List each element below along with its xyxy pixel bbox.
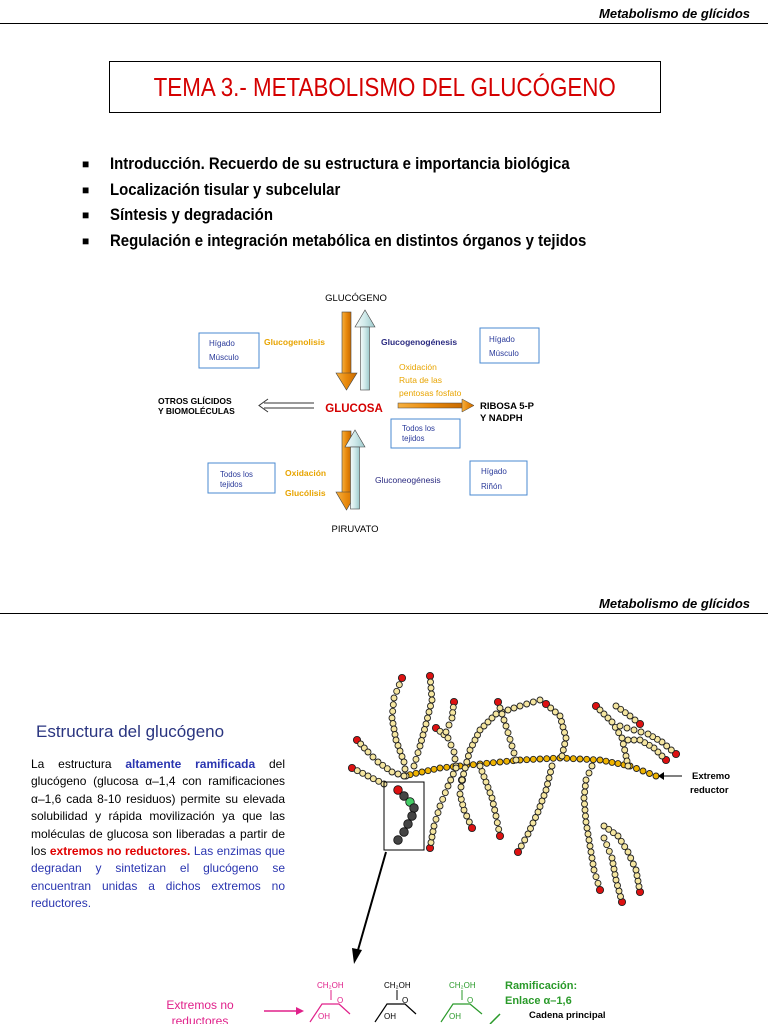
glucose-node (503, 723, 509, 729)
glucose-node (517, 703, 523, 709)
glucose-node (601, 835, 607, 841)
slide-title: TEMA 3.- METABOLISMO DEL GLUCÓGENO (153, 71, 617, 102)
glucose-node (631, 737, 637, 743)
label-glucosa: GLUCOSA (325, 403, 383, 415)
label-extremos-no-2: reductores (171, 1014, 229, 1024)
glucose-node (589, 763, 595, 769)
glucose-node (365, 749, 371, 755)
glucose-node (453, 765, 459, 771)
glucose-node (428, 679, 434, 685)
glucose-node (431, 823, 437, 829)
glucose-node (603, 758, 609, 764)
glucose-node (449, 715, 455, 721)
para-text: del glucógeno (glucosa α–1,4 con ramificaciones α–1,6 cada 8-10 residuos) permite su elevada solubilidad y rápida movilización ya que las moléculas de glucosa son liberadas a partir de los (31, 757, 285, 859)
svg-text:Hígado: Hígado (209, 339, 235, 348)
glucose-node (425, 715, 431, 721)
label-glucogenogenesis: Glucogenogénesis (381, 337, 458, 347)
glucose-node (583, 813, 589, 819)
header-text: Metabolismo de glícidos (599, 596, 750, 611)
glucose-node (524, 757, 530, 763)
svg-text:Todos los: Todos los (220, 470, 253, 479)
glycogen-structure-diagram (0, 590, 768, 1024)
label-oxidacion-ruta-3: pentosas fosfato (399, 388, 462, 398)
glucose-node (429, 691, 435, 697)
glucose-node (543, 787, 549, 793)
glucose-node (619, 735, 625, 741)
glucose-node (433, 816, 439, 822)
para-highlight-ramificada: altamente ramificada (125, 757, 256, 771)
para-text: La estructura (31, 757, 126, 771)
green-pointer (490, 1014, 500, 1024)
glucose-node (647, 771, 653, 777)
glucose-node (583, 777, 589, 783)
glucose-node (413, 756, 419, 762)
zoom-arrow (352, 852, 386, 964)
sugar-ring-green (441, 981, 482, 1022)
label-ramificacion: Ramificación: (505, 980, 578, 992)
glucose-node (587, 843, 593, 849)
label-glucogeno: GLUCÓGENO (325, 293, 387, 304)
glucose-node (559, 753, 565, 759)
glucose-node (634, 766, 640, 772)
glucose-node (582, 807, 588, 813)
glucose-node (390, 702, 396, 708)
glucose-node (492, 807, 498, 813)
bullet-text: Regulación e integración metabólica en distintos órganos y tejidos (110, 230, 587, 250)
glucose-node (631, 727, 637, 733)
glucose-node (431, 766, 437, 772)
glucose-node (477, 763, 483, 769)
glucose-node (606, 848, 612, 854)
label-oxidacion: Oxidación (285, 468, 327, 478)
glucose-node (622, 844, 628, 850)
glucose-node (445, 735, 451, 741)
svg-text:Hígado: Hígado (481, 467, 507, 476)
glucose-node (585, 831, 591, 837)
glucose-node (645, 731, 651, 737)
glucose-node (509, 743, 515, 749)
glucose-node (401, 759, 407, 765)
svg-text:CH₂OH: CH₂OH (317, 981, 344, 990)
glucose-node (370, 754, 376, 760)
bullet-text: Introducción. Recuerdo de su estructura e importancia biológica (110, 154, 570, 173)
glucose-node (458, 784, 464, 790)
glucose-node (504, 758, 510, 764)
arrow-to-otros (259, 399, 314, 412)
label-oxidacion-ruta-1: Oxidación (399, 362, 437, 372)
box-higado-musculo-right (480, 328, 539, 363)
arrow-glucogenogenesis (355, 310, 375, 390)
glucose-node (618, 894, 624, 900)
glucose-node (570, 756, 576, 762)
glucose-node (428, 703, 434, 709)
glucose-node (494, 820, 500, 826)
glucose-node (462, 765, 468, 771)
glucose-node (611, 866, 617, 872)
glucose-node (505, 707, 511, 713)
glucose-node (584, 825, 590, 831)
glucose-node (636, 884, 642, 890)
glucose-node (633, 867, 639, 873)
slide-2 (0, 590, 768, 1024)
glucose-node (591, 867, 597, 873)
glucose-node (448, 742, 454, 748)
svg-text:O: O (402, 996, 409, 1005)
glucose-node (582, 789, 588, 795)
svg-text:Músculo: Músculo (209, 353, 239, 362)
glucose-node (590, 861, 596, 867)
glucose-node (425, 768, 431, 774)
glucose-node (635, 878, 641, 884)
label-glucogenolisis: Glucogenolisis (264, 337, 325, 347)
glucose-node (464, 759, 470, 765)
glucose-node (530, 699, 536, 705)
glucose-node (597, 757, 603, 763)
glucose-node (582, 783, 588, 789)
zoomed-glucose-node (408, 812, 417, 821)
glucose-node (513, 757, 519, 763)
glucose-node (497, 759, 503, 765)
glucose-node (546, 775, 552, 781)
glucose-node (624, 725, 630, 731)
glucose-node (391, 695, 397, 701)
glucose-node (484, 760, 490, 766)
svg-text:Hígado: Hígado (489, 335, 515, 344)
glucose-node (550, 755, 556, 761)
label-piruvato: PIRUVATO (331, 524, 379, 535)
glucose-node (562, 730, 568, 736)
glucose-node (612, 872, 618, 878)
glucose-node (530, 756, 536, 762)
glucose-node (617, 723, 623, 729)
glucose-node (430, 829, 436, 835)
glucose-node (442, 790, 448, 796)
glucose-node (584, 756, 590, 762)
svg-text:tejidos: tejidos (220, 480, 243, 489)
label-oxidacion-ruta-2: Ruta de las (399, 375, 442, 385)
glucose-node (470, 762, 476, 768)
glucose-node (444, 764, 450, 770)
svg-text:O: O (467, 996, 474, 1005)
glucose-node (390, 708, 396, 714)
glucose-node (446, 722, 452, 728)
bullet-square-icon: ■ (82, 182, 90, 197)
glucose-node (601, 823, 607, 829)
label-extremo-reductor-2: reductor (690, 785, 729, 796)
glucose-node (401, 773, 407, 779)
glucose-node (490, 760, 496, 766)
svg-text:Riñón: Riñón (481, 482, 502, 491)
label-extremo-reductor-1: Extremo (692, 771, 731, 782)
label-ribosa-2: Y NADPH (480, 413, 523, 424)
zoomed-glucose-node (404, 820, 413, 829)
glucose-node (429, 834, 435, 840)
glucose-node (459, 777, 465, 783)
glucose-node (586, 837, 592, 843)
glucose-node (464, 813, 470, 819)
glucose-node (402, 766, 408, 772)
glucose-node (625, 737, 631, 743)
svg-text:OH: OH (449, 1012, 461, 1021)
arrow-glucogenolisis (336, 312, 357, 390)
glucose-node (435, 810, 441, 816)
glucose-node (461, 771, 467, 777)
non-reducing-end-node (468, 824, 475, 831)
svg-text:tejidos: tejidos (402, 434, 425, 443)
glucose-node (428, 840, 434, 846)
glucose-node (415, 750, 421, 756)
glucose-node (428, 685, 434, 691)
glucose-node (563, 735, 569, 741)
glucose-node (445, 783, 451, 789)
glucose-node (616, 888, 622, 894)
glucose-node (560, 747, 566, 753)
glucose-node (448, 777, 454, 783)
glucose-node (537, 697, 543, 703)
glucose-node (522, 837, 528, 843)
glucose-node (394, 688, 400, 694)
non-reducing-end-node (426, 672, 433, 679)
svg-text:OH: OH (318, 1012, 330, 1021)
glucose-node (450, 771, 456, 777)
box-higado-musculo-left (199, 333, 259, 368)
glucose-node (613, 703, 619, 709)
glucose-node (507, 736, 513, 742)
glucose-node (499, 711, 505, 717)
glucose-node (630, 861, 636, 867)
arrow-to-ribosa (398, 399, 474, 412)
para-highlight-extremos: extremos no reductores. (49, 844, 191, 859)
glucose-node (634, 873, 640, 879)
pink-arrow (264, 1007, 304, 1015)
glucose-node (429, 697, 435, 703)
label-enlace: Enlace α–1,6 (505, 995, 572, 1007)
glucose-node (625, 763, 631, 769)
glucose-node (420, 732, 426, 738)
glucose-node (577, 756, 583, 762)
glucose-node (497, 705, 503, 711)
label-extremos-no-1: Extremos no (166, 998, 234, 1012)
glucose-node (609, 855, 615, 861)
glucose-node (548, 769, 554, 775)
glucose-node (545, 781, 551, 787)
section-heading: Estructura del glucógeno (36, 722, 225, 741)
bullet-square-icon: ■ (82, 208, 90, 222)
label-ribosa-1: RIBOSA 5-P (480, 401, 535, 412)
non-reducing-end-node (514, 848, 521, 855)
svg-text:CH₂OH: CH₂OH (384, 981, 411, 990)
glucose-node (610, 861, 616, 867)
glucose-node (544, 756, 550, 762)
box-todos-tejidos-left (208, 463, 275, 493)
glucose-node (493, 813, 499, 819)
glucose-node (511, 705, 517, 711)
glucose-node (560, 724, 566, 730)
extremo-reductor-arrow (658, 772, 682, 780)
label-glucolisis: Glucólisis (285, 488, 326, 498)
glucose-node (505, 730, 511, 736)
glucose-node (423, 721, 429, 727)
glucose-node (451, 749, 457, 755)
non-reducing-end-node (398, 674, 405, 681)
glucose-node (496, 826, 502, 832)
glucose-node (537, 756, 543, 762)
glucose-node (615, 883, 621, 889)
sugar-ring-black (375, 981, 416, 1022)
zoomed-glucose-node (400, 828, 409, 837)
glucose-node (518, 843, 524, 849)
bullet-square-icon: ■ (82, 157, 90, 171)
svg-text:Músculo: Músculo (489, 349, 519, 358)
glucose-node (440, 796, 446, 802)
glucose-node (411, 763, 417, 769)
glucose-node (437, 803, 443, 809)
glucose-node (615, 761, 621, 767)
glucose-node (437, 765, 443, 771)
header-text: Metabolismo de glícidos (599, 6, 750, 21)
glucose-node (457, 791, 463, 797)
glucose-node (466, 819, 472, 825)
box-todos-tejidos-center (391, 419, 460, 448)
glucose-node (637, 737, 643, 743)
para-text-enzimas: Las enzimas que degradan y sintetizan el glucógeno se encuentran unidas a dichos extremos no reductores. (31, 844, 285, 911)
bullet-text: Localización tisular y subcelular (110, 179, 341, 199)
glucose-node (604, 842, 610, 848)
glucose-node (613, 877, 619, 883)
glucose-node (590, 757, 596, 763)
glucose-node (582, 801, 588, 807)
glucose-node (391, 726, 397, 732)
label-otros-2: Y BIOMOLÉCULAS (158, 406, 235, 416)
zoomed-glucose-node (410, 804, 419, 813)
glucose-node (622, 747, 628, 753)
glucose-node (395, 771, 401, 777)
glucose-node (413, 770, 419, 776)
glucose-node (638, 729, 644, 735)
non-reducing-end-node (496, 832, 503, 839)
glucose-node (396, 682, 402, 688)
glucose-node (628, 855, 634, 861)
zoomed-glucose-node (394, 836, 403, 845)
glucose-node (586, 770, 592, 776)
glucose-node (392, 732, 398, 738)
bullet-square-icon: ■ (82, 233, 90, 248)
glucose-node (490, 801, 496, 807)
non-reducing-end-node (494, 698, 501, 705)
label-otros-1: OTROS GLÍCIDOS (158, 396, 232, 406)
glucose-node (588, 849, 594, 855)
glucose-node (417, 743, 423, 749)
glucose-node (493, 711, 499, 717)
sugar-ring-pink (310, 981, 350, 1022)
glucose-node (422, 727, 428, 733)
glucose-node (389, 769, 395, 775)
glucose-node (557, 713, 563, 719)
non-reducing-end-node (596, 886, 603, 893)
glucose-node (419, 769, 425, 775)
label-gluconeogenesis: Gluconeogénesis (375, 475, 441, 485)
bullet-text: Síntesis y degradación (110, 205, 273, 224)
glucose-node (389, 715, 395, 721)
glucose-node (465, 753, 471, 759)
glucose-node (549, 763, 555, 769)
svg-text:Todos los: Todos los (402, 424, 435, 433)
glucose-node (593, 874, 599, 880)
glucose-node (595, 880, 601, 886)
glucose-node (501, 717, 507, 723)
svg-text:OH: OH (384, 1012, 396, 1021)
glucose-node (559, 719, 565, 725)
svg-text:O: O (337, 996, 344, 1005)
glucose-node (390, 721, 396, 727)
glucose-node (443, 729, 449, 735)
glucose-node (452, 756, 458, 762)
label-cadena-principal: Cadena principal (529, 1010, 606, 1021)
glucose-node (640, 768, 646, 774)
glucose-node (419, 738, 425, 744)
glucose-node (562, 741, 568, 747)
box-higado-rinon (470, 461, 527, 495)
glucose-node (524, 701, 530, 707)
glucose-node (589, 855, 595, 861)
glucose-node (426, 709, 432, 715)
glucose-node (609, 759, 615, 765)
glucose-node (632, 717, 638, 723)
glucose-node (583, 819, 589, 825)
glucose-node (581, 795, 587, 801)
glucose-node (511, 750, 517, 756)
svg-text:CH₂OH: CH₂OH (449, 981, 476, 990)
